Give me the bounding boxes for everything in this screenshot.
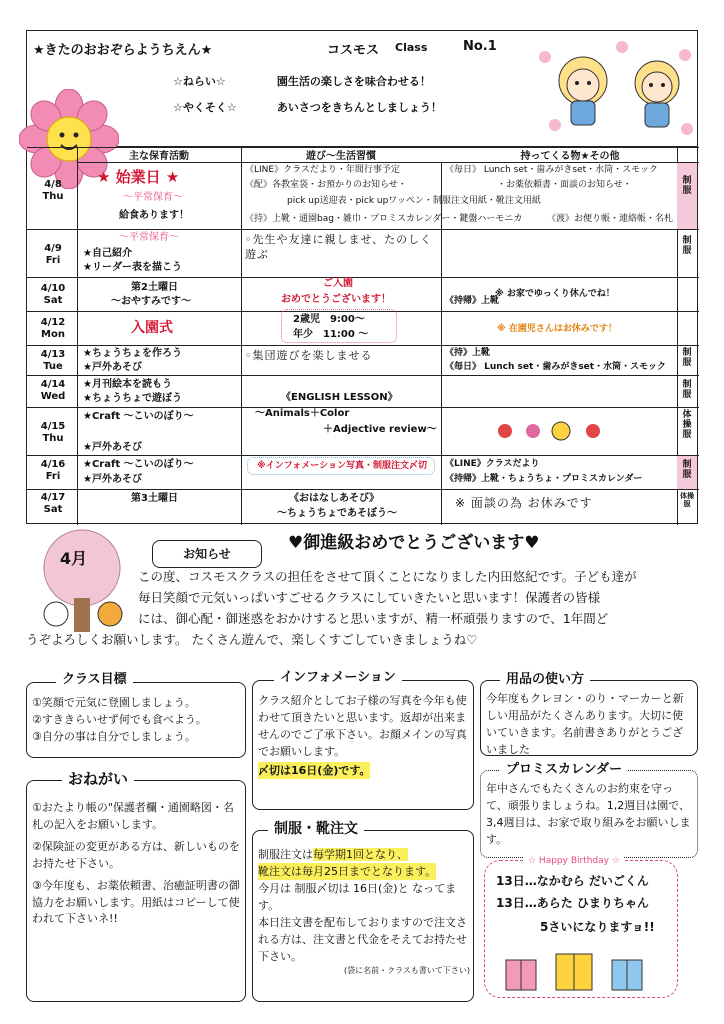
class-goal-item: ③自分の事は自分でしましょう。: [32, 730, 196, 744]
ceremony-time: 2歳児 9:00～: [293, 314, 365, 325]
play-note: ◦集団遊びを楽しませる: [245, 349, 373, 362]
activity-title: ★ 始業日 ★: [97, 168, 180, 186]
belongings: 《持帰》上靴: [445, 296, 500, 306]
promise-calendar-body: 年中さんでもたくさんのお約束を守って、頑張りましょうね。1,2週目は園で、3,4週目は、お家で取り組みをお願いします。: [486, 782, 691, 847]
english-line: ～Animals＋Color: [255, 408, 350, 419]
notice-title: ♥御進級おめでとうございます♥: [288, 533, 540, 553]
class-goal-item: ①笑顔で元気に登園しましょう。: [32, 696, 196, 709]
uniform-label: 制服: [682, 348, 692, 368]
uniform-label: 体操服: [682, 410, 692, 440]
activity-line: ～平常保育～: [119, 232, 179, 243]
uniform-label: 制服: [682, 460, 692, 480]
date-cell: 4/13 Tue: [40, 349, 66, 372]
belongings: 《LINE》クラスだより: [445, 459, 540, 469]
promise-text: あいさつをきちんとしましょう！: [276, 101, 442, 114]
activity-line: ★月刊絵本を読もう: [83, 379, 172, 390]
goal-key: ☆ねらい☆: [173, 75, 226, 88]
children-illustration: [527, 33, 697, 143]
activity-line: ★ちょうちょで遊ぼう: [83, 393, 182, 404]
gift-illustration: [496, 940, 668, 994]
col-header-activity: 主な保育活動: [77, 147, 241, 163]
uniform-body: [258, 846, 470, 978]
activity-line: 第3土曜日: [131, 493, 178, 504]
date-cell: 4/8 Thu: [42, 179, 64, 202]
note-line: 《配》各教室袋・お預かりのお知らせ・: [245, 180, 407, 190]
activity-line: ★戸外あそび: [83, 442, 142, 453]
request-title: おねがい: [62, 768, 134, 789]
class-label: Class: [395, 41, 428, 54]
goal-row: [173, 73, 431, 89]
note-line: pick up送迎表・pick upワッペン・制服注文用紙・靴注文用紙: [287, 196, 541, 206]
activity-line: ～おやすみです～: [111, 296, 191, 307]
request-item: ②保険証の変更がある方は、新しいものをお持たせ下さい。: [32, 840, 240, 870]
belongings: 《毎日》 Lunch set・歯みがきset・水筒・スモック: [445, 362, 666, 372]
row-rule: [27, 345, 699, 346]
uniform-line: 靴注文は毎月25日までとなります。: [258, 863, 436, 880]
activity-title: 入園式: [131, 320, 173, 336]
information-title: インフォメーション: [274, 666, 402, 685]
schedule-page: [26, 30, 698, 524]
activity-line: ★ちょうちょを作ろう: [83, 348, 182, 359]
class-goal-title: クラス目標: [56, 668, 133, 687]
information-text: クラス紹介としてお子様の写真を今年も使わせて頂きたいと思います。返却が出来ませんのでご了承下さい。お顔メインの写真でお願いします。: [258, 694, 467, 759]
activity-line: ★自己紹介: [83, 248, 132, 259]
uniform-label: 体操服: [680, 492, 694, 508]
supplies-title: 用品の使い方: [500, 668, 590, 687]
birthday-line: 5さいになりますョ!!: [540, 920, 655, 934]
activity-line: ～平常保育～: [123, 192, 183, 203]
note-line: 《持》上靴・通園bag・雑巾・プロミスカレンダー・鍵盤ハーモニカ: [245, 214, 523, 224]
birthday-line: 13日…なかむら だいごくん: [496, 874, 649, 888]
notice-tag: お知らせ: [152, 540, 262, 568]
birthday-line: 13日…あらた ひまりちゃん: [496, 896, 649, 910]
class-name: コスモス: [327, 43, 380, 58]
school-name: ★きたのおおぞらようちえん★: [33, 43, 213, 58]
activity-line: 第2土曜日: [131, 282, 178, 293]
class-goal-item: ②すききらいせず何でも食べよう。: [32, 713, 207, 727]
congrats-line: おめでとうございます！: [281, 294, 391, 305]
activity-line: ★戸外あそび: [83, 362, 142, 373]
row-rule: [27, 375, 699, 376]
row-rule: [27, 489, 699, 490]
month-label: 4月: [60, 549, 88, 568]
notice-body: [26, 566, 698, 650]
uniform-line: 制服注文は毎学期1回となり、: [258, 848, 408, 861]
belongings-note: ※ 面談の為 お休みです: [455, 496, 593, 510]
col-divider: [77, 147, 78, 525]
date-cell: 4/16 Fri: [40, 459, 66, 482]
issue-number: No.1: [463, 39, 497, 54]
ohanashi-title: 《おはなしあそび》: [289, 493, 380, 504]
row-rule: [27, 455, 699, 456]
uniform-note: (袋に名前・クラスも書いて下さい): [343, 966, 470, 976]
uniform-line: 今月は 制服〆切は 16日(金)と なってます。: [258, 882, 457, 913]
uniform-label: 制服: [682, 380, 692, 400]
promise-calendar-title: プロミスカレンダー: [500, 758, 628, 777]
row-rule: [27, 407, 699, 408]
goal-text: 園生活の楽しさを味合わせる！: [276, 75, 431, 88]
play-note: ◦先生や友達に親しませ、たのしく遊ぶ: [245, 233, 433, 261]
belongings-note: ※ お家でゆっくり休んでね！: [495, 289, 615, 299]
ceremony-time: 年少 11:00 ～: [293, 329, 369, 340]
english-title: 《ENGLISH LESSON》: [281, 392, 398, 403]
uniform-label: 制服: [682, 176, 692, 196]
uniform-line: 本日注文書を配布しておりますので注文される方は、注文書と代金をそえてお持たせ下さい。: [258, 916, 467, 964]
col-divider: [241, 147, 242, 525]
congrats-line: ご入園: [323, 278, 353, 289]
note-line: 《LINE》クラスだより・年間行事予定: [245, 165, 400, 175]
information-body: [258, 692, 470, 779]
request-item: ③今年度も、お薬依頼書、治癒証明書の御協力をお願いします。用紙はコピーして使われて下さいネ!!: [32, 879, 240, 925]
col-header-belongings: 持ってくる物★その他: [441, 147, 699, 163]
date-cell: 4/10 Sat: [40, 283, 66, 306]
promise-row: [173, 99, 442, 115]
uniform-label: 制服: [682, 236, 692, 256]
english-line: ＋Adjective review～: [323, 424, 437, 435]
note-line: 《毎日》 Lunch set・歯みがきset・水筒・スモック: [445, 165, 658, 175]
activity-line: ★戸外あそび: [83, 474, 142, 485]
col-header-play: 遊び～生活習慣: [241, 147, 441, 163]
belongings: 《持帰》上靴・ちょうちょ・プロミスカレンダー: [445, 474, 643, 484]
note-line: ・お薬依頼書・面談のお知らせ・: [497, 180, 632, 190]
newsletter-header: [27, 31, 697, 147]
notice-line: 毎日笑顔で元気いっぱいすごせるクラスにしていきたいと思います！保護者の皆様: [138, 590, 601, 605]
date-cell: 4/15 Thu: [40, 421, 66, 444]
request-item: ①おたより帳の"保護者欄・通園略図・名札の記入をお願いします。: [32, 801, 234, 831]
activity-line: 給食あります！: [119, 210, 189, 221]
date-cell: 4/17 Sat: [40, 492, 66, 515]
notice-line: この度、コスモスクラスの担任をさせて頂くことになりました内田悠紀です。子ども達が: [138, 569, 637, 584]
header-rule: [27, 147, 699, 148]
notice-line: うぞよろしくお願いします。 たくさん遊んで、楽しくすごしていきましょうね♡: [26, 632, 478, 647]
supplies-body: 今年度もクレヨン・のり・マーカーと新しい用品がたくさんあります。大切に使いていきます。名前書きありがとうございました: [486, 692, 684, 757]
promise-key: ☆やくそく☆: [173, 101, 237, 114]
flower-decoration: [493, 409, 613, 453]
date-cell: 4/14 Wed: [40, 379, 66, 402]
ohanashi-line: ～ちょうちょであそぼう～: [277, 508, 397, 519]
notice-line: には、御心配・御迷惑をおかけすると思いますが、精一杯頑張りますので、1年間ど: [138, 611, 609, 626]
activity-line: ★リーダー表を描こう: [83, 262, 182, 273]
info-deadline: ※インフォメーション写真・制服注文〆切: [257, 461, 427, 471]
information-deadline: 〆切は16日(金)です。: [258, 762, 370, 779]
row-rule: [27, 229, 699, 230]
belongings: 《持》上靴: [445, 348, 491, 358]
date-cell: 4/9 Fri: [44, 243, 62, 266]
row-rule: [27, 277, 699, 278]
uniform-title: 制服・靴注文: [268, 818, 364, 838]
activity-line: ★Craft ～こいのぼり～: [83, 459, 194, 470]
request-list: [32, 800, 242, 928]
class-goal-list: [32, 694, 244, 745]
belongings-note: ※ 在園児さんはお休みです！: [497, 324, 617, 334]
birthday-heading: ☆ Happy Birthday ☆: [524, 856, 624, 866]
activity-line: ★Craft ～こいのぼり～: [83, 411, 194, 422]
date-cell: 4/12 Mon: [40, 317, 66, 340]
note-line: 《渡》お便り帳・連絡帳・名札: [547, 214, 674, 224]
